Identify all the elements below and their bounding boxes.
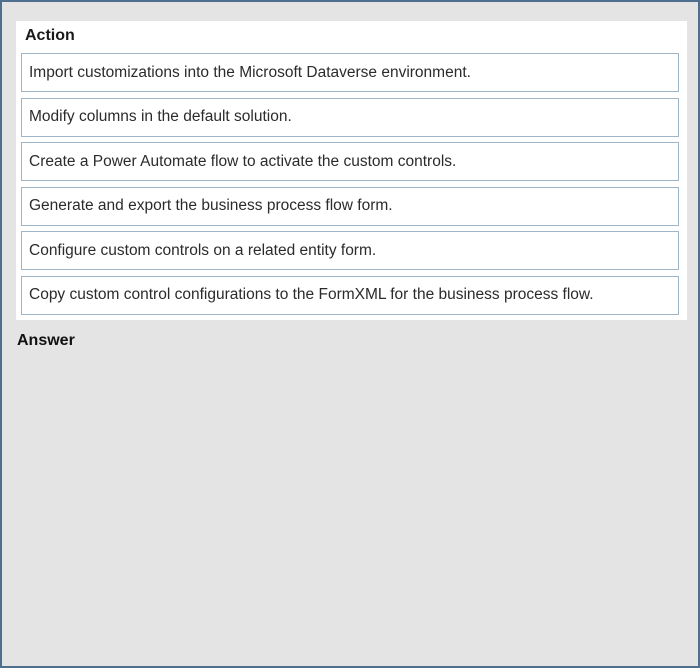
action-panel (16, 21, 687, 320)
action-item-generate-export-form[interactable]: Generate and export the business process flow form. (21, 187, 679, 226)
answer-drop-area[interactable] (4, 354, 700, 668)
answer-heading: Answer (17, 332, 75, 349)
action-item-create-flow[interactable]: Create a Power Automate flow to activate the custom controls. (21, 142, 679, 181)
action-item-import-customizations[interactable]: Import customizations into the Microsoft Dataverse environment. (21, 53, 679, 92)
action-item-modify-columns[interactable]: Modify columns in the default solution. (21, 98, 679, 137)
action-item-copy-configurations[interactable]: Copy custom control configurations to the FormXML for the business process flow. (21, 276, 679, 315)
action-heading: Action (25, 27, 75, 44)
action-item-configure-custom-controls[interactable]: Configure custom controls on a related entity form. (21, 231, 679, 270)
action-list (21, 53, 679, 320)
